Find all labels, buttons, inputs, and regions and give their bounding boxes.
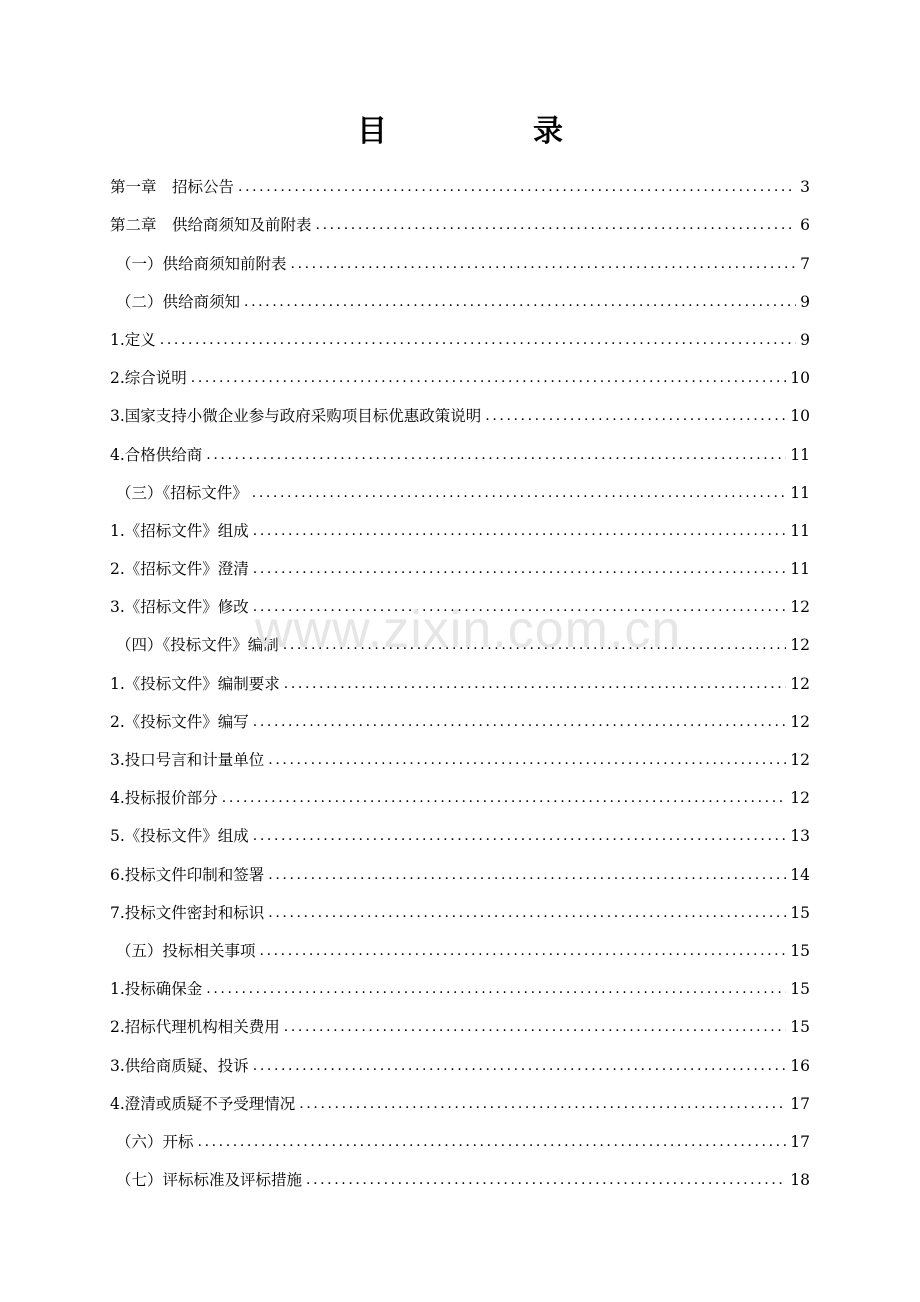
toc-leader-dots (268, 856, 786, 894)
toc-entry[interactable] (110, 970, 810, 1008)
toc-entry-label: （一）供给商须知前附表 (116, 254, 287, 273)
toc-entry[interactable] (110, 588, 810, 626)
toc-entry-page-number: 10 (790, 369, 810, 388)
toc-entry-page-number: 15 (790, 903, 810, 922)
toc-leader-dots (253, 588, 786, 626)
toc-entry[interactable] (110, 283, 810, 321)
toc-entry[interactable] (110, 1161, 810, 1199)
toc-entry-page-number: 11 (790, 483, 810, 502)
toc-entry-page-number: 9 (800, 292, 810, 311)
toc-leader-dots (299, 1085, 786, 1123)
toc-entry-label: 2.招标代理机构相关费用 (110, 1018, 280, 1037)
toc-leader-dots (244, 283, 796, 321)
toc-entry-page-number: 15 (790, 941, 810, 960)
toc-leader-dots (252, 474, 787, 512)
toc-entry[interactable] (110, 664, 810, 702)
toc-entry-label: 2.《投标文件》编写 (110, 712, 249, 731)
toc-entry-page-number: 6 (800, 216, 810, 235)
toc-entry[interactable] (110, 779, 810, 817)
toc-entry[interactable] (110, 932, 810, 970)
toc-entry-label: 1.《投标文件》编制要求 (110, 674, 280, 693)
toc-leader-dots (160, 321, 796, 359)
toc-entry-label: （七）评标标准及评标措施 (116, 1171, 303, 1190)
toc-entry[interactable] (110, 703, 810, 741)
toc-entry[interactable] (110, 626, 810, 664)
table-of-contents (110, 168, 810, 1199)
toc-entry-label: 4.澄清或质疑不予受理情况 (110, 1094, 296, 1113)
toc-entry[interactable] (110, 550, 810, 588)
toc-entry[interactable] (110, 168, 810, 206)
toc-leader-dots (485, 397, 786, 435)
toc-leader-dots (253, 703, 786, 741)
toc-entry-label: 4.投标报价部分 (110, 789, 218, 808)
toc-entry-page-number: 12 (790, 789, 810, 808)
toc-entry-label: 3.国家支持小微企业参与政府采购项目标优惠政策说明 (110, 407, 482, 426)
toc-leader-dots (284, 665, 786, 703)
toc-leader-dots (284, 1008, 786, 1046)
toc-entry[interactable] (110, 894, 810, 932)
toc-leader-dots (222, 779, 786, 817)
toc-entry[interactable] (110, 1123, 810, 1161)
toc-entry-label: （三）《招标文件》 (116, 483, 248, 502)
toc-leader-dots (206, 436, 786, 474)
toc-leader-dots (260, 932, 787, 970)
toc-entry-label: 3.《招标文件》修改 (110, 598, 249, 617)
toc-entry-page-number: 17 (790, 1094, 810, 1113)
toc-entry[interactable] (110, 321, 810, 359)
toc-entry-label: 1.定义 (110, 330, 156, 349)
toc-entry-page-number: 10 (790, 407, 810, 426)
toc-entry-label: 第二章 供给商须知及前附表 (110, 216, 312, 235)
toc-entry-page-number: 9 (800, 330, 810, 349)
toc-entry-page-number: 14 (790, 865, 810, 884)
toc-entry[interactable] (110, 474, 810, 512)
toc-leader-dots (316, 206, 797, 244)
toc-entry-label: （四）《投标文件》编制 (116, 636, 279, 655)
toc-leader-dots (253, 817, 786, 855)
toc-entry-label: 1.《招标文件》组成 (110, 521, 249, 540)
toc-leader-dots (253, 512, 786, 550)
toc-entry-label: （五）投标相关事项 (116, 941, 256, 960)
toc-entry-label: 3.供给商质疑、投诉 (110, 1056, 249, 1075)
toc-entry-page-number: 17 (790, 1132, 810, 1151)
toc-entry[interactable] (110, 1046, 810, 1084)
toc-entry-label: 第一章 招标公告 (110, 178, 235, 197)
toc-entry-page-number: 7 (800, 254, 810, 273)
toc-entry[interactable] (110, 1008, 810, 1046)
toc-leader-dots (253, 1047, 786, 1085)
toc-entry-page-number: 11 (790, 560, 810, 579)
toc-leader-dots (291, 245, 797, 283)
toc-entry-label: 5.《投标文件》组成 (110, 827, 249, 846)
toc-entry-page-number: 15 (790, 1018, 810, 1037)
toc-entry-label: 4.合格供给商 (110, 445, 203, 464)
toc-entry-page-number: 12 (790, 674, 810, 693)
toc-leader-dots (306, 1161, 786, 1199)
toc-entry-page-number: 12 (790, 636, 810, 655)
toc-entry[interactable] (110, 741, 810, 779)
toc-entry[interactable] (110, 817, 810, 855)
toc-entry-page-number: 3 (800, 178, 810, 197)
toc-entry-page-number: 11 (790, 445, 810, 464)
page-title: 目 录 (357, 114, 621, 149)
toc-entry-label: 2.综合说明 (110, 369, 187, 388)
toc-entry-label: 7.投标文件密封和标识 (110, 903, 265, 922)
toc-entry[interactable] (110, 1085, 810, 1123)
toc-entry[interactable] (110, 244, 810, 282)
toc-leader-dots (238, 168, 796, 206)
toc-leader-dots (198, 1123, 787, 1161)
toc-entry[interactable] (110, 855, 810, 893)
toc-entry-label: 2.《招标文件》澄清 (110, 560, 249, 579)
toc-leader-dots (253, 550, 786, 588)
toc-entry-label: （六）开标 (116, 1132, 194, 1151)
toc-entry-label: 3.投口号言和计量单位 (110, 751, 265, 769)
toc-entry[interactable] (110, 435, 810, 473)
toc-entry-page-number: 12 (790, 598, 810, 617)
toc-entry-page-number: 13 (790, 827, 810, 846)
toc-leader-dots (191, 359, 786, 397)
toc-entry-page-number: 12 (790, 712, 810, 731)
toc-entry-page-number: 18 (790, 1171, 810, 1190)
toc-leader-dots (283, 626, 787, 664)
toc-entry-label: （二）供给商须知 (116, 292, 241, 311)
toc-entry[interactable] (110, 206, 810, 244)
toc-entry-page-number: 11 (790, 521, 810, 540)
toc-entry-page-number: 12 (790, 751, 810, 769)
toc-leader-dots (206, 970, 786, 1008)
toc-entry[interactable] (110, 397, 810, 435)
toc-leader-dots (268, 741, 786, 779)
toc-entry[interactable] (110, 512, 810, 550)
toc-entry[interactable] (110, 359, 810, 397)
watermark: www.zixin.com.cn (255, 601, 682, 659)
toc-entry-page-number: 16 (790, 1056, 810, 1075)
toc-entry-page-number: 15 (790, 980, 810, 999)
toc-leader-dots (268, 894, 786, 932)
toc-entry-label: 6.投标文件印制和签署 (110, 865, 265, 884)
toc-entry-label: 1.投标确保金 (110, 980, 203, 999)
